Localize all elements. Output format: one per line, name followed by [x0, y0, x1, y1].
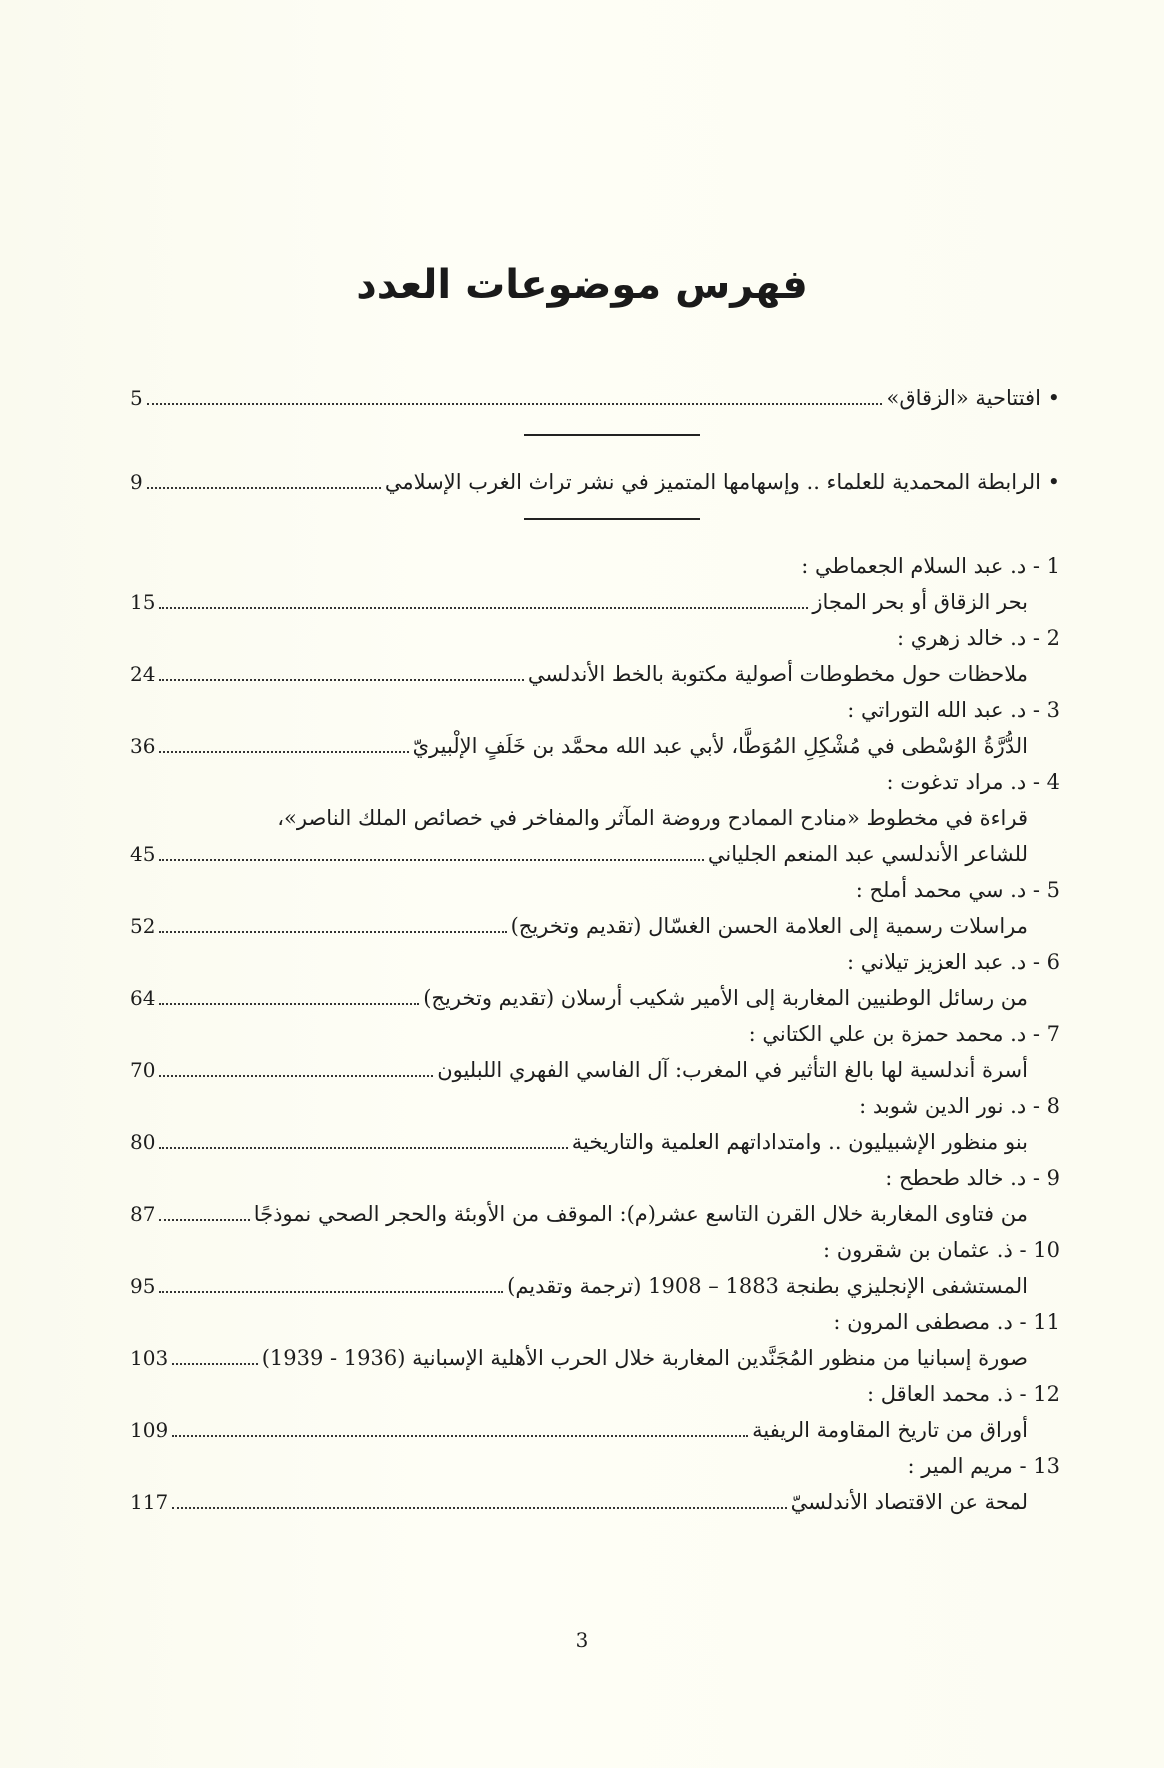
toc-article-title: قراءة في مخطوط «منادح الممادح وروضة المآثر والمفاخر في خصائص الملك الناصر»،: [277, 806, 1028, 830]
toc-article: [130, 980, 1060, 1016]
toc-article: [130, 1268, 1060, 1304]
toc-article: [130, 1196, 1060, 1232]
toc-author: 3 - د. عبد الله التوراتي :: [847, 698, 1060, 722]
toc-author: 6 - د. عبد العزيز تيلاني :: [847, 950, 1060, 974]
toc-article-title: من فتاوى المغاربة خلال القرن التاسع عشر(م): الموقف من الأوبئة والحجر الصحي نموذجًا: [253, 1202, 1028, 1226]
toc-article: [130, 656, 1060, 692]
leader-dots: [159, 930, 506, 933]
toc-author: 5 - د. سي محمد أملح :: [855, 878, 1060, 902]
toc-page-number: 9: [130, 470, 143, 494]
toc-article: [130, 1484, 1060, 1520]
toc-article-title: للشاعر الأندلسي عبد المنعم الجلياني: [707, 842, 1028, 866]
toc-page-number: 24: [130, 662, 156, 686]
leader-dots: [159, 606, 808, 609]
leader-dots: [159, 1146, 567, 1149]
toc-article-title: أسرة أندلسية لها بالغ التأثير في المغرب: آل الفاسي الفهري اللبليون: [437, 1058, 1028, 1082]
toc-page-number: 70: [130, 1058, 156, 1082]
toc-page-number: 80: [130, 1130, 156, 1154]
toc-author: 1 - د. عبد السلام الجعماطي :: [801, 554, 1060, 578]
toc-article: [130, 728, 1060, 764]
leader-dots: [159, 678, 523, 681]
toc-article: [130, 800, 1060, 836]
toc-article-title: أوراق من تاريخ المقاومة الريفية: [752, 1418, 1028, 1442]
leader-dots: [159, 1002, 419, 1005]
toc-article-title: بنو منظور الإشبيليون .. وامتداداتهم العلمية والتاريخية: [571, 1130, 1028, 1154]
page-title: فهرس موضوعات العدد: [356, 262, 808, 308]
toc-page-number: 36: [130, 734, 156, 758]
toc-page-number: 87: [130, 1202, 156, 1226]
toc-page-number: 95: [130, 1274, 156, 1298]
toc-article-title: من رسائل الوطنيين المغاربة إلى الأمير شكيب أرسلان (تقديم وتخريج): [423, 986, 1028, 1010]
leader-dots: [159, 1290, 503, 1293]
toc-author: 10 - ذ. عثمان بن شقرون :: [822, 1238, 1060, 1262]
toc-article: [130, 908, 1060, 944]
toc-author: 4 - د. مراد تدغوت :: [886, 770, 1060, 794]
toc-article: [130, 1412, 1060, 1448]
toc-page-number: 117: [130, 1490, 169, 1514]
toc-article: [130, 1052, 1060, 1088]
toc-article-title: ملاحظات حول مخطوطات أصولية مكتوبة بالخط الأندلسي: [527, 662, 1028, 686]
leader-dots: [159, 1074, 433, 1077]
toc-item-title: • الرابطة المحمدية للعلماء .. وإسهامها المتميز في نشر تراث الغرب الإسلامي: [385, 464, 1060, 500]
toc-author: 9 - د. خالد طحطح :: [885, 1166, 1060, 1190]
leader-dots: [172, 1434, 748, 1437]
toc-author: 13 - مريم المير :: [907, 1454, 1060, 1478]
toc-page-number: 52: [130, 914, 156, 938]
toc-item-title: • افتتاحية «الزقاق»: [886, 380, 1060, 416]
leader-dots: [159, 1218, 249, 1221]
leader-dots: [172, 1362, 258, 1365]
separator-rule: [524, 434, 700, 436]
toc-author: 11 - د. مصطفى المرون :: [833, 1310, 1060, 1334]
toc-article-title: صورة إسبانيا من منظور المُجَنَّدين المغاربة خلال الحرب الأهلية الإسبانية (1936 - 1939): [261, 1346, 1028, 1370]
toc-article-title: مراسلات رسمية إلى العلامة الحسن الغسّال (تقديم وتخريج): [510, 914, 1028, 938]
toc-article: [130, 836, 1060, 872]
toc-bullet-item: [130, 380, 1060, 416]
toc-bullet-item: [130, 464, 1060, 500]
table-of-contents: [130, 380, 1060, 1520]
toc-author: 8 - د. نور الدين شوبد :: [859, 1094, 1060, 1118]
toc-page-number: 109: [130, 1418, 169, 1442]
leader-dots: [159, 858, 703, 861]
toc-author: 12 - ذ. محمد العاقل :: [867, 1382, 1060, 1406]
page-number: 3: [575, 1628, 589, 1652]
toc-article: [130, 584, 1060, 620]
toc-article-title: المستشفى الإنجليزي بطنجة 1883 – 1908 (ترجمة وتقديم): [507, 1274, 1028, 1298]
toc-article-title: الدُّرَّةُ الوُسْطى في مُشْكِلِ المُوَطَّا، لأبي عبد الله محمَّد بن خَلَفٍ الإلْبيريّ: [412, 734, 1028, 758]
toc-author: 7 - د. محمد حمزة بن علي الكتاني :: [748, 1022, 1060, 1046]
toc-entries: [130, 548, 1060, 1520]
toc-page-number: 103: [130, 1346, 169, 1370]
leader-dots: [147, 402, 883, 405]
toc-article: [130, 1340, 1060, 1376]
toc-article-title: لمحة عن الاقتصاد الأندلسيّ: [790, 1490, 1028, 1514]
toc-article: [130, 1124, 1060, 1160]
separator-rule: [524, 518, 700, 520]
leader-dots: [172, 1506, 786, 1509]
toc-page-number: 64: [130, 986, 156, 1010]
toc-page-number: 15: [130, 590, 156, 614]
toc-author: 2 - د. خالد زهري :: [897, 626, 1060, 650]
toc-page-number: 45: [130, 842, 156, 866]
leader-dots: [159, 750, 408, 753]
toc-article-title: بحر الزقاق أو بحر المجاز: [812, 590, 1028, 614]
leader-dots: [147, 486, 381, 489]
toc-page-number: 5: [130, 386, 143, 410]
